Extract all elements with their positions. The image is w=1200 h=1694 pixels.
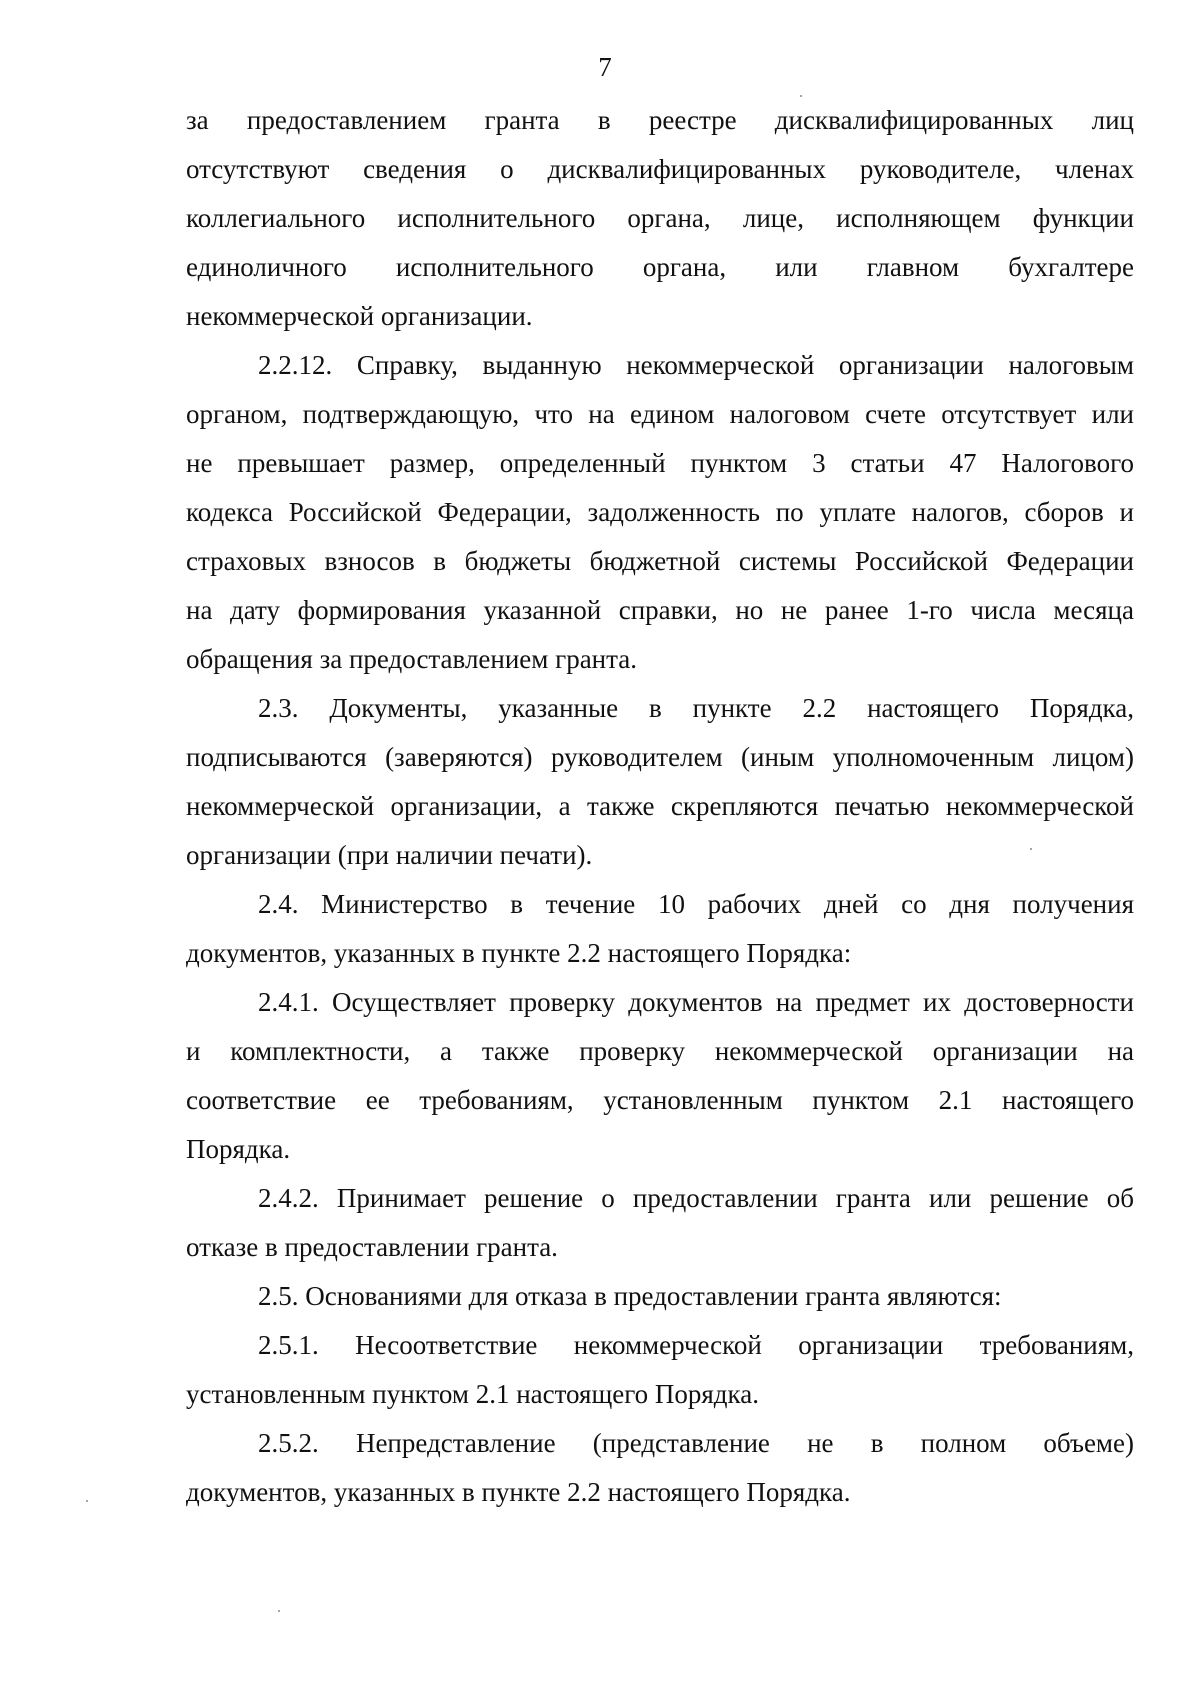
- text-line: установленным пунктом 2.1 настоящего Порядка.: [186, 1379, 759, 1409]
- text-line: организации (при наличии печати).: [186, 840, 593, 870]
- text-line: 2.4.2. Принимает решение о предоставлении гранта или решение об: [258, 1183, 1134, 1213]
- scan-speck: [278, 1610, 280, 1612]
- text-line: кодекса Российской Федерации, задолженность по уплате налогов, сборов и: [186, 497, 1134, 527]
- text-line: соответствие ее требованиям, установленным пунктом 2.1 настоящего: [186, 1085, 1134, 1115]
- text-line: 2.5.2. Непредставление (представление не в полном объеме): [258, 1428, 1134, 1458]
- text-line: коллегиального исполнительного органа, лице, исполняющем функции: [186, 203, 1134, 233]
- text-line: на дату формирования указанной справки, но не ранее 1-го числа месяца: [186, 595, 1134, 625]
- text-line: единоличного исполнительного органа, или главном бухгалтере: [186, 252, 1134, 282]
- scan-speck: [800, 95, 802, 97]
- scan-speck: [1030, 848, 1032, 850]
- text-line: подписываются (заверяются) руководителем (иным уполномоченным лицом): [186, 742, 1134, 772]
- paragraph-2-2-12: [186, 341, 1134, 684]
- paragraph-continuation: [186, 96, 1134, 341]
- text-line: Порядка.: [186, 1134, 291, 1164]
- text-line: обращения за предоставлением гранта.: [186, 644, 637, 674]
- text-line: 2.2.12. Справку, выданную некоммерческой организации налоговым: [258, 350, 1134, 380]
- document-body: [186, 96, 1134, 1517]
- paragraph-2-4-1: [186, 978, 1134, 1174]
- paragraph-2-3: [186, 684, 1134, 880]
- text-line: органом, подтверждающую, что на едином налоговом счете отсутствует или: [186, 399, 1134, 429]
- paragraph-2-4-2: [186, 1174, 1134, 1272]
- text-line: 2.4.1. Осуществляет проверку документов на предмет их достоверности: [258, 987, 1134, 1017]
- text-line: некоммерческой организации, а также скрепляются печатью некоммерческой: [186, 791, 1134, 821]
- scan-speck: [86, 1500, 88, 1502]
- text-line: 2.4. Министерство в течение 10 рабочих дней со дня получения: [258, 889, 1134, 919]
- text-line: страховых взносов в бюджеты бюджетной системы Российской Федерации: [186, 546, 1134, 576]
- paragraph-2-5-2: [186, 1419, 1134, 1517]
- text-line: некоммерческой организации.: [186, 301, 533, 331]
- text-line: 2.5.1. Несоответствие некоммерческой организации требованиям,: [258, 1330, 1134, 1360]
- text-line: за предоставлением гранта в реестре дисквалифицированных лиц: [186, 105, 1134, 135]
- text-line: документов, указанных в пункте 2.2 настоящего Порядка.: [186, 1477, 851, 1507]
- text-line: и комплектности, а также проверку некоммерческой организации на: [186, 1036, 1134, 1066]
- text-line: не превышает размер, определенный пунктом 3 статьи 47 Налогового: [186, 448, 1134, 478]
- paragraph-2-4: [186, 880, 1134, 978]
- text-line: отказе в предоставлении гранта.: [186, 1232, 558, 1262]
- text-line: отсутствуют сведения о дисквалифицированных руководителе, членах: [186, 154, 1134, 184]
- text-line: документов, указанных в пункте 2.2 настоящего Порядка:: [186, 938, 852, 968]
- text-line: 2.3. Документы, указанные в пункте 2.2 настоящего Порядка,: [258, 693, 1134, 723]
- paragraph-2-5-1: [186, 1321, 1134, 1419]
- text-line: 2.5. Основаниями для отказа в предоставлении гранта являются:: [258, 1281, 1002, 1311]
- paragraph-2-5: [186, 1272, 1134, 1321]
- page-number: 7: [598, 52, 612, 82]
